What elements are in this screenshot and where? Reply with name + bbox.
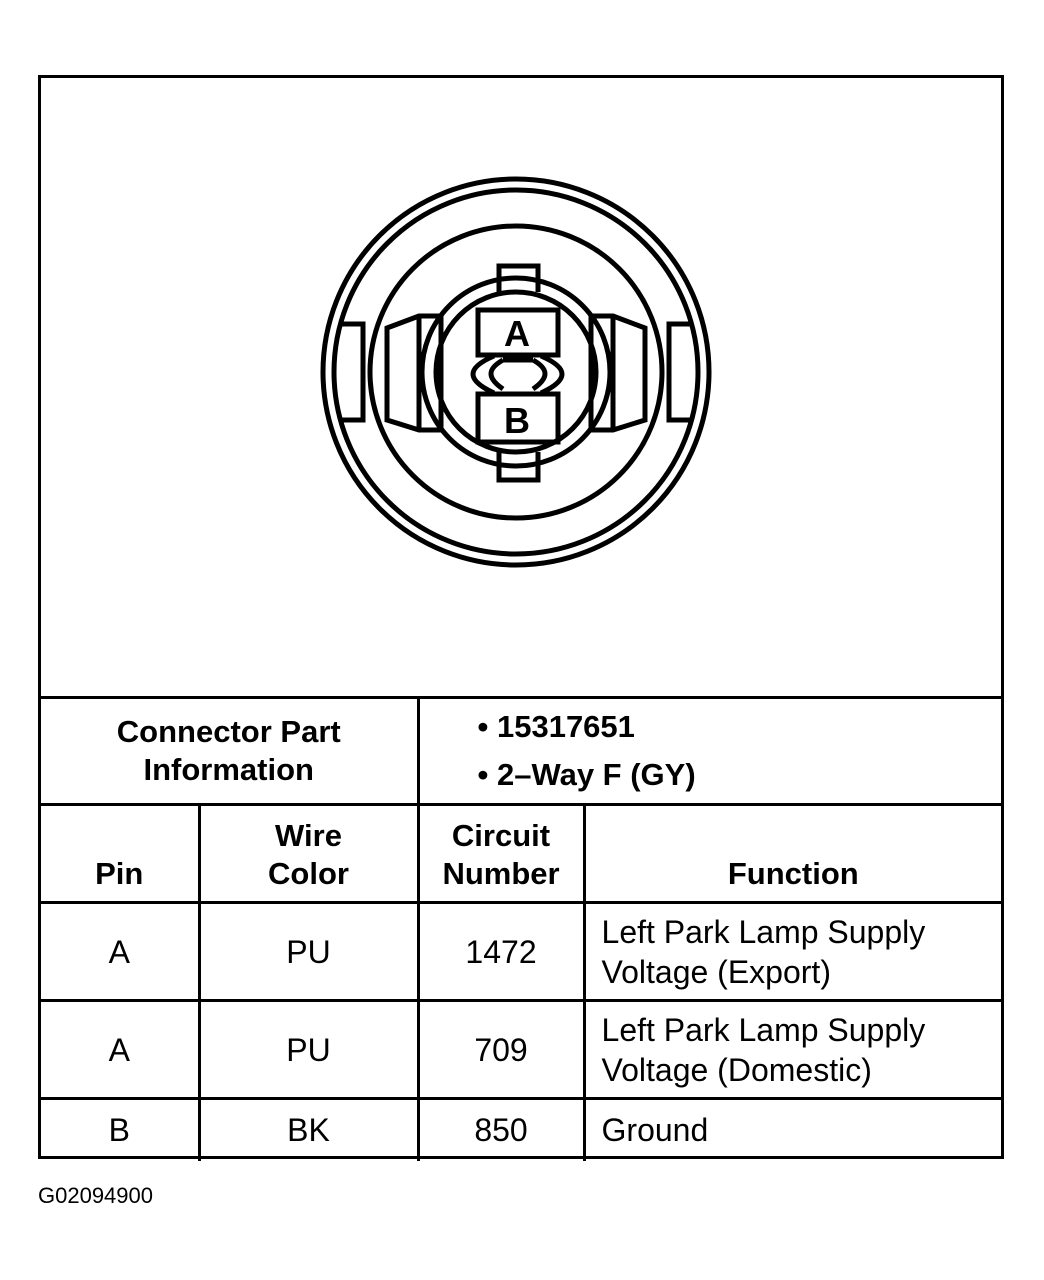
cavity-b-label: B (504, 400, 530, 441)
connector-description: • 2–Way F (GY) (477, 757, 696, 792)
circuit-number-cell: 1472 (418, 903, 584, 1001)
connector-outer-ring (323, 179, 709, 565)
part-info-label-line2: Information (143, 752, 314, 787)
circuit-number-cell: 850 (418, 1099, 584, 1161)
connector-part-info-label (41, 698, 418, 805)
function-cell: Left Park Lamp Supply Voltage (Export) (584, 903, 1001, 1001)
header-wire-color: Wire Color (199, 805, 418, 903)
table-row (41, 903, 1001, 1001)
connector-part-info-values (418, 698, 1001, 805)
table-row (41, 1099, 1001, 1161)
table-row (41, 1001, 1001, 1099)
figure-id: G02094900 (38, 1183, 153, 1208)
pin-cell: A (41, 1001, 199, 1099)
outer-ring-notch-right (669, 324, 693, 420)
function-cell: Left Park Lamp Supply Voltage (Domestic) (584, 1001, 1001, 1099)
wire-color-cell: PU (199, 1001, 418, 1099)
part-info-label-line1: Connector Part (116, 714, 341, 749)
header-pin: Pin (41, 805, 199, 903)
cavity-a-label: A (504, 313, 530, 354)
part-number: • 15317651 (477, 709, 635, 744)
wire-color-cell: PU (199, 903, 418, 1001)
connector-end-view-frame (38, 75, 1004, 1159)
connector-pinout-table (41, 696, 1001, 1161)
wire-color-cell: BK (199, 1099, 418, 1161)
table-header-row (41, 805, 1001, 903)
function-cell: Ground (584, 1099, 1001, 1161)
circuit-number-cell: 709 (418, 1001, 584, 1099)
connector-end-view-diagram (41, 78, 1001, 696)
pin-cell: B (41, 1099, 199, 1161)
connector-third-ring (370, 226, 662, 518)
header-function: Function (584, 805, 1001, 903)
header-circuit-number: Circuit Number (418, 805, 584, 903)
outer-ring-notch-left (339, 324, 363, 420)
connector-part-info-row (41, 698, 1001, 805)
pin-cell: A (41, 903, 199, 1001)
connector-face-drawing (41, 78, 1001, 696)
